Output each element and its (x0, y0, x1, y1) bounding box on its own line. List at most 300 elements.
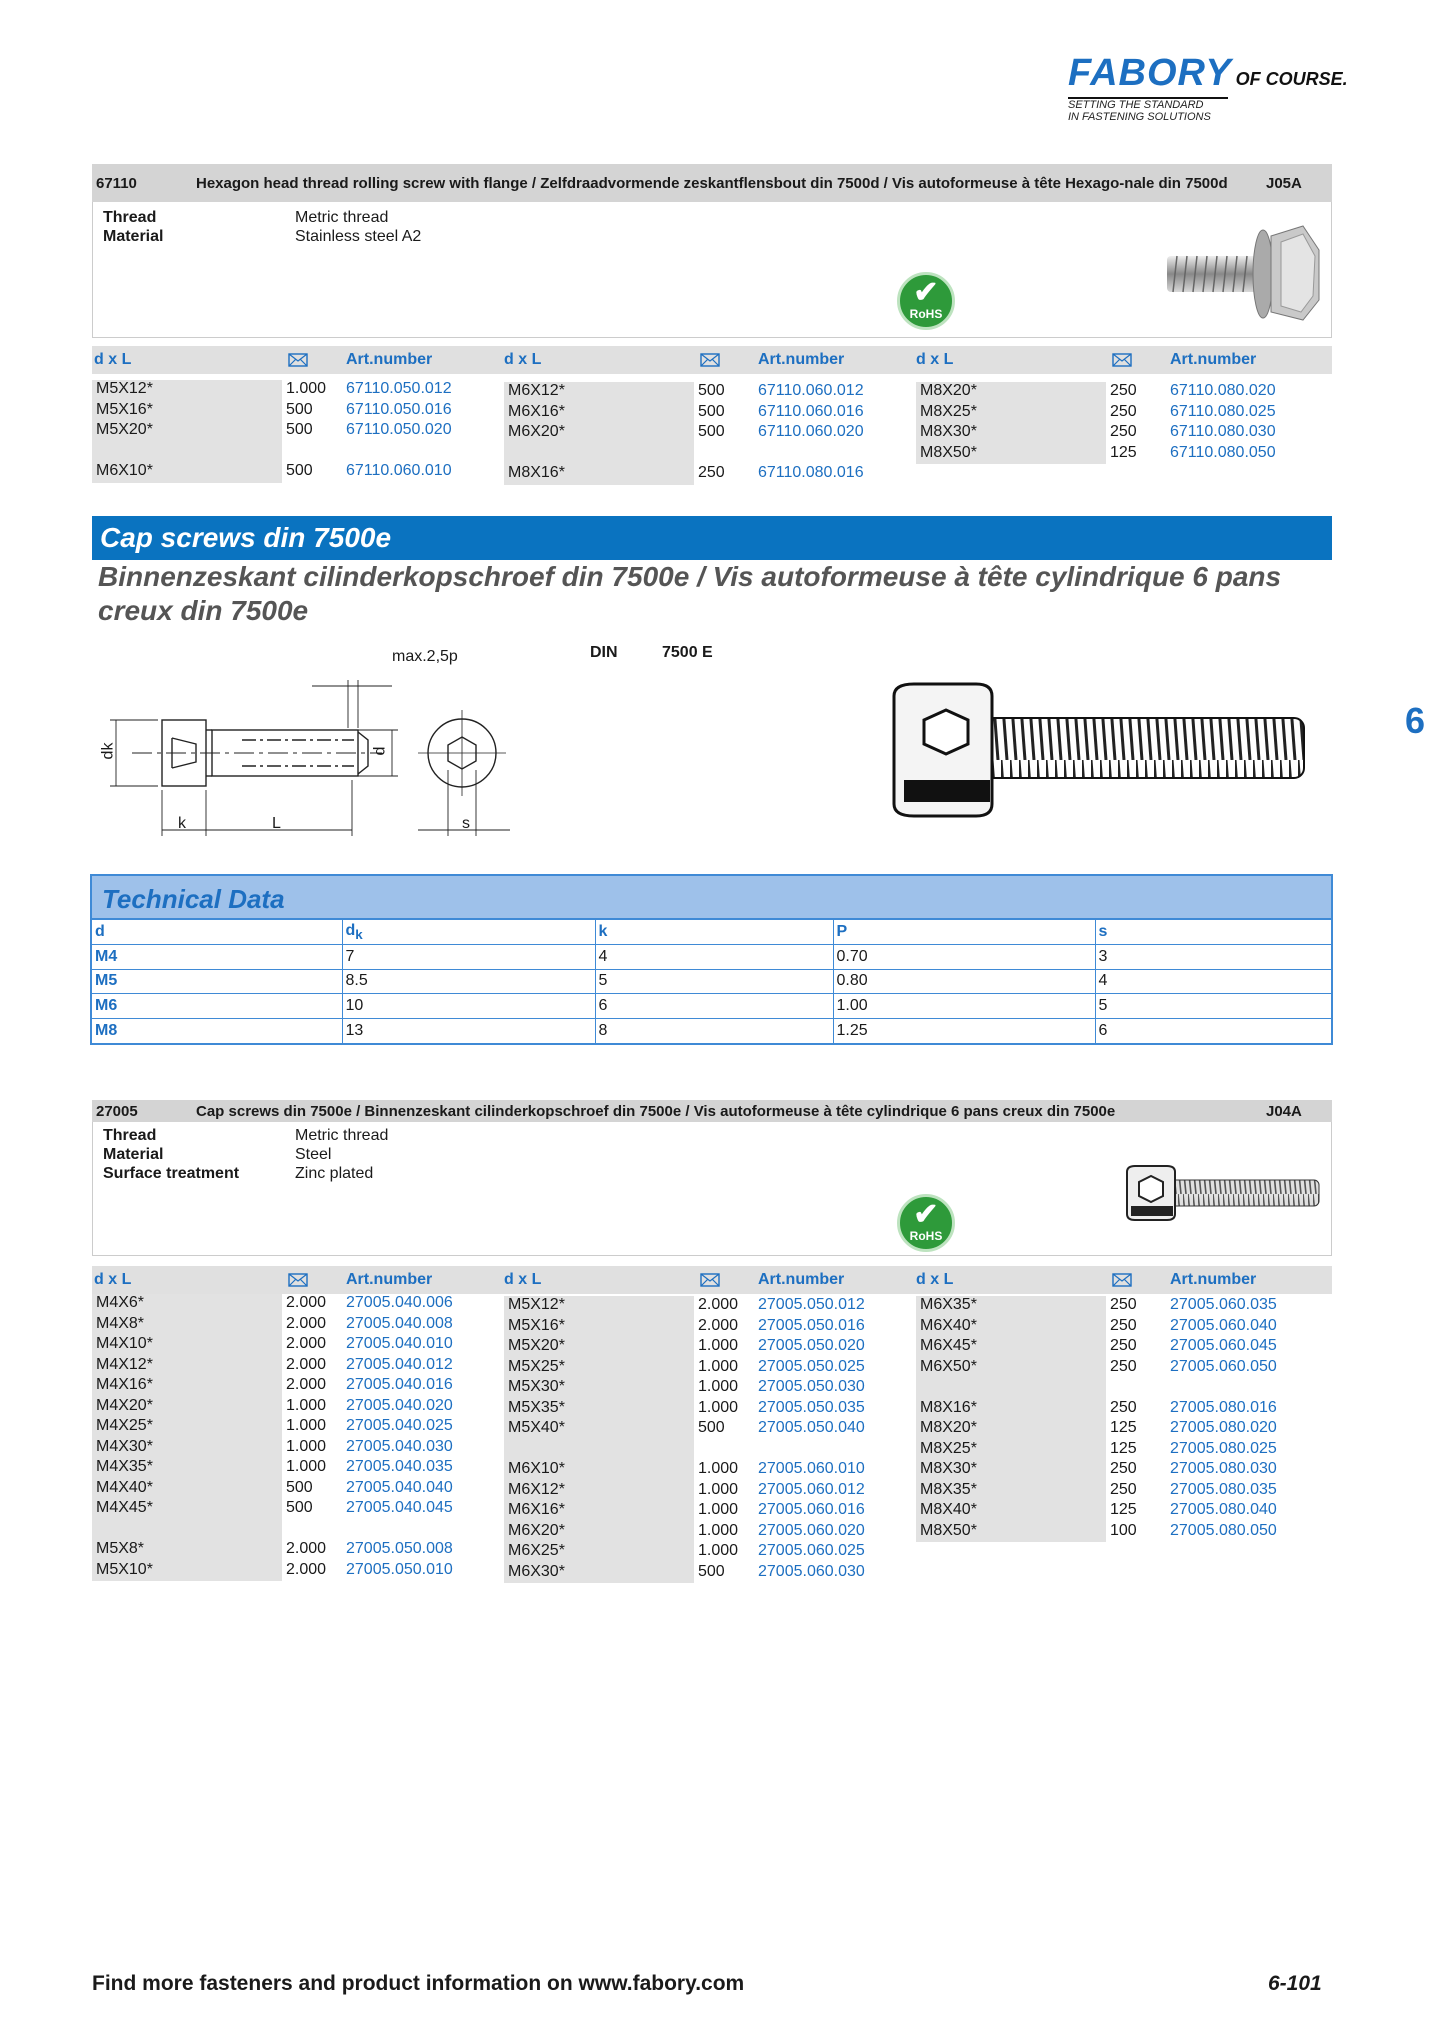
table-row (504, 1378, 904, 1399)
tech-header-cell (342, 920, 595, 945)
art-number-link[interactable]: 67110.060.010 (346, 462, 452, 479)
tech-cell: 6 (595, 994, 833, 1019)
qty-cell: 500 (698, 1562, 725, 1580)
table-row (916, 1399, 1316, 1420)
art-number-link[interactable]: 27005.080.035 (1170, 1480, 1277, 1498)
col-dxl: d x L (504, 351, 542, 368)
product1-table-header (92, 346, 1332, 374)
product-code: 27005 (96, 1102, 138, 1120)
table-row (92, 401, 492, 422)
tech-header-row (92, 920, 1331, 945)
art-number-link[interactable]: 27005.040.020 (346, 1396, 453, 1414)
art-number-link[interactable]: 27005.060.016 (758, 1501, 865, 1518)
qty-cell: 250 (698, 464, 725, 481)
table-row (92, 380, 492, 401)
qty-cell: 500 (286, 1478, 313, 1496)
size-cell: M4X6* (96, 1294, 145, 1311)
qty-cell: 1.000 (698, 1357, 739, 1375)
attr-value: Zinc plated (295, 1165, 374, 1182)
product-info-box (92, 1122, 1332, 1256)
attr-label: Thread (103, 1127, 157, 1144)
table-row (92, 421, 492, 442)
art-number-link[interactable]: 27005.040.040 (346, 1478, 453, 1496)
tech-cell: 5 (1095, 994, 1331, 1019)
art-number-link[interactable]: 27005.080.016 (1170, 1398, 1277, 1416)
technical-data-table (90, 874, 1333, 1045)
qty-cell: 500 (698, 382, 725, 399)
tech-cell: 10 (342, 994, 595, 1019)
attr-value: Stainless steel A2 (295, 228, 422, 245)
col-art: Art.number (1170, 1271, 1257, 1288)
attr-label: Thread (103, 209, 157, 226)
product-header-67110 (92, 164, 1332, 202)
tech-header-cell: P (833, 920, 1095, 945)
qty-cell: 125 (1110, 1501, 1137, 1518)
tech-cell: 1.00 (833, 994, 1095, 1019)
art-number-link[interactable]: 27005.050.010 (346, 1560, 453, 1578)
footer-text: Find more fasteners and product information on www.fabory.com (92, 1972, 745, 1995)
attr-label: Material (103, 1146, 164, 1163)
qty-cell: 1.000 (286, 1437, 327, 1455)
rohs-badge (897, 1194, 955, 1252)
attr-value: Metric thread (295, 1127, 389, 1144)
check-icon: ✔ (913, 1198, 939, 1231)
qty-cell: 1.000 (286, 1396, 327, 1414)
table-row (92, 1499, 492, 1520)
qty-cell: 1.000 (698, 1480, 739, 1498)
col-art: Art.number (346, 351, 433, 368)
chapter-tab: 6 (1405, 700, 1426, 741)
table-row (92, 945, 1331, 970)
qty-cell: 500 (698, 423, 725, 440)
qty-cell: 250 (1110, 402, 1137, 420)
size-cell: M5X20* (508, 1337, 565, 1354)
size-cell: M4X45* (96, 1499, 153, 1516)
art-number-link[interactable]: 67110.080.025 (1170, 402, 1276, 420)
qty-cell: 2.000 (698, 1316, 739, 1334)
art-number-link[interactable]: 27005.040.030 (346, 1437, 453, 1455)
table-row (916, 1296, 1316, 1317)
size-cell: M6X25* (508, 1542, 565, 1559)
size-cell: M4X16* (96, 1376, 153, 1393)
tech-cell: 1.25 (833, 1018, 1095, 1043)
art-number-link[interactable]: 27005.050.016 (758, 1316, 865, 1334)
size-cell: M5X8* (96, 1540, 145, 1557)
tech-cell: 4 (1095, 969, 1331, 994)
table-row (504, 1501, 904, 1522)
table-row (504, 1563, 904, 1584)
din-label: DIN (590, 644, 618, 661)
table-row (92, 1397, 492, 1418)
size-cell: M4X40* (96, 1478, 153, 1496)
cap-screw-image (884, 680, 1324, 820)
mail-icon (700, 353, 720, 372)
qty-cell: 250 (1110, 382, 1137, 399)
size-cell: M6X20* (508, 1521, 565, 1539)
size-cell: M8X20* (920, 382, 977, 399)
tech-cell: M6 (92, 994, 342, 1019)
table-row (504, 464, 904, 485)
art-number-link[interactable]: 27005.080.030 (1170, 1460, 1277, 1477)
size-cell: M5X12* (96, 380, 153, 397)
art-number-link[interactable]: 67110.050.020 (346, 421, 452, 438)
tech-cell: M4 (92, 945, 342, 970)
size-cell: M6X35* (920, 1296, 977, 1313)
art-number-link[interactable]: 67110.060.020 (758, 423, 864, 440)
attr-label: Material (103, 228, 164, 245)
table-row (92, 1335, 492, 1356)
art-number-link[interactable]: 27005.040.025 (346, 1417, 453, 1434)
table-row (504, 1542, 904, 1563)
qty-cell: 500 (286, 462, 313, 479)
drawing-label-d: d (371, 746, 389, 756)
art-number-link[interactable]: 27005.060.012 (758, 1480, 865, 1498)
attr-value: Steel (295, 1146, 332, 1163)
size-cell: M6X12* (508, 382, 565, 399)
size-cell: M8X30* (920, 423, 977, 440)
product-title: Cap screws din 7500e / Binnenzeskant cilinderkopschroef din 7500e / Vis autoformeuse à tête cylindrique 6 pans creux din 7500e (196, 1102, 1116, 1120)
art-number-link[interactable]: 27005.050.030 (758, 1378, 865, 1395)
qty-cell: 2.000 (698, 1296, 739, 1313)
size-cell: M4X35* (96, 1458, 153, 1475)
drawing-label-L: L (272, 815, 281, 832)
art-number-link[interactable]: 27005.040.035 (346, 1458, 453, 1475)
art-number-link[interactable]: 27005.040.016 (346, 1376, 453, 1393)
size-cell: M8X25* (920, 1439, 977, 1457)
table-row (92, 969, 1331, 994)
table-row (916, 1337, 1316, 1358)
tech-cell: 7 (342, 945, 595, 970)
rohs-label: RoHS (909, 307, 943, 321)
table-row (92, 1315, 492, 1336)
product2-table-header (92, 1266, 1332, 1294)
qty-cell: 1.000 (698, 1460, 739, 1477)
logo-tagline-2: IN FASTENING SOLUTIONS (1068, 111, 1211, 123)
table-row (504, 444, 904, 465)
qty-cell: 1.000 (698, 1337, 739, 1354)
col-art: Art.number (758, 351, 845, 368)
table-row (916, 1378, 1316, 1399)
table-row (504, 1419, 904, 1440)
qty-cell: 1.000 (286, 1417, 327, 1434)
size-cell: M5X16* (508, 1316, 565, 1334)
table-row (504, 403, 904, 424)
qty-cell: 500 (286, 1499, 313, 1516)
table-row (504, 423, 904, 444)
size-cell: M8X30* (920, 1460, 977, 1477)
table-row (92, 1540, 492, 1561)
mail-icon (288, 353, 308, 372)
size-cell: M4X12* (96, 1355, 153, 1373)
art-number-link[interactable]: 67110.060.016 (758, 402, 864, 420)
size-cell: M8X16* (920, 1398, 977, 1416)
table-row (92, 1417, 492, 1438)
tech-cell: M5 (92, 969, 342, 994)
size-cell: M8X16* (508, 464, 565, 481)
table-row (504, 382, 904, 403)
tech-header-cell: k (595, 920, 833, 945)
qty-cell: 2.000 (286, 1335, 327, 1352)
table-row (92, 442, 492, 463)
qty-cell: 500 (286, 400, 313, 418)
table-row (916, 444, 1316, 465)
qty-cell: 2.000 (286, 1294, 327, 1311)
size-cell: M8X50* (920, 443, 977, 461)
size-cell: M6X10* (508, 1460, 565, 1477)
qty-cell: 2.000 (286, 1355, 327, 1373)
art-number-link[interactable]: 67110.080.050 (1170, 443, 1276, 461)
art-number-link[interactable]: 67110.050.012 (346, 380, 452, 397)
product-code: 67110 (96, 174, 137, 192)
qty-cell: 250 (1110, 1398, 1137, 1416)
size-cell: M5X16* (96, 400, 153, 418)
attr-label: Surface treatment (103, 1165, 240, 1182)
size-cell: M6X40* (920, 1316, 977, 1334)
table-row (92, 462, 492, 483)
size-cell: M5X35* (508, 1398, 565, 1416)
qty-cell: 500 (698, 402, 725, 420)
qty-cell: 125 (1110, 1419, 1137, 1436)
size-cell: M4X30* (96, 1437, 153, 1455)
art-number-link[interactable]: 27005.050.020 (758, 1337, 865, 1354)
art-number-link[interactable]: 67110.080.020 (1170, 382, 1276, 399)
table-row (92, 1458, 492, 1479)
product-title: Hexagon head thread rolling screw with flange / Zelfdraadvormende zeskantflensbout din 7500d / Vis autoformeuse à tête Hexago-nale din 7500d (196, 174, 1228, 192)
qty-cell: 1.000 (698, 1521, 739, 1539)
size-cell: M6X12* (508, 1480, 565, 1498)
art-number-link[interactable]: 27005.060.025 (758, 1542, 865, 1559)
art-number-link[interactable]: 27005.060.030 (758, 1562, 865, 1580)
col-dxl: d x L (916, 351, 954, 368)
section-subtitle: Binnenzeskant cilinderkopschroef din 7500e / Vis autoformeuse à tête cylindrique 6 pans creux din 7500e (98, 561, 1282, 626)
mail-icon (1112, 353, 1132, 372)
din-value: 7500 E (662, 644, 713, 661)
qty-cell: 500 (698, 1419, 725, 1436)
size-cell: M4X8* (96, 1314, 145, 1332)
tech-cell: 4 (595, 945, 833, 970)
tech-header-d-sym: $d_k$ (345, 921, 363, 943)
art-number-link[interactable]: 27005.080.040 (1170, 1501, 1277, 1518)
table-row (916, 423, 1316, 444)
col-art: Art.number (758, 1271, 845, 1288)
size-cell: M6X50* (920, 1357, 977, 1375)
table-row (504, 1317, 904, 1338)
size-cell: M8X20* (920, 1419, 977, 1436)
mail-icon (700, 1273, 720, 1292)
table-row (92, 1438, 492, 1459)
art-number-link[interactable]: 67110.060.012 (758, 382, 864, 399)
size-cell: M6X45* (920, 1337, 977, 1354)
drawing-label-max: max.2,5p (392, 648, 458, 665)
art-number-link[interactable]: 27005.040.010 (346, 1335, 453, 1352)
art-number-link[interactable]: 27005.050.040 (758, 1419, 865, 1436)
size-cell: M5X10* (96, 1560, 153, 1578)
art-number-link[interactable]: 27005.060.035 (1170, 1296, 1277, 1313)
table-row (92, 1479, 492, 1500)
size-cell: M4X25* (96, 1417, 153, 1434)
art-number-link[interactable]: 27005.050.025 (758, 1357, 865, 1375)
logo-brand: FABORY (1068, 52, 1232, 94)
tech-cell: 0.80 (833, 969, 1095, 994)
qty-cell: 250 (1110, 1460, 1137, 1477)
size-cell: M5X40* (508, 1419, 565, 1436)
tech-cell: 3 (1095, 945, 1331, 970)
art-number-link[interactable]: 27005.050.035 (758, 1398, 865, 1416)
qty-cell: 250 (1110, 1337, 1137, 1354)
art-number-link[interactable]: 27005.060.020 (758, 1521, 865, 1539)
art-number-link[interactable]: 27005.060.010 (758, 1460, 865, 1477)
cap-screw-small-image (1123, 1164, 1323, 1224)
size-cell: M6X16* (508, 402, 565, 420)
table-row (916, 1501, 1316, 1522)
qty-cell: 250 (1110, 1480, 1137, 1498)
table-row (92, 1561, 492, 1582)
art-number-link[interactable]: 67110.080.016 (758, 464, 864, 481)
art-number-link[interactable]: 27005.040.045 (346, 1499, 453, 1516)
art-number-link[interactable]: 27005.050.012 (758, 1296, 865, 1313)
col-dxl: d x L (916, 1271, 954, 1288)
tech-cell: 8.5 (342, 969, 595, 994)
tech-cell: 13 (342, 1018, 595, 1043)
art-number-link[interactable]: 27005.040.012 (346, 1355, 453, 1373)
art-number-link[interactable]: 27005.060.050 (1170, 1357, 1277, 1375)
art-number-link[interactable]: 27005.080.050 (1170, 1521, 1277, 1539)
art-number-link[interactable]: 27005.040.008 (346, 1314, 453, 1332)
col-art: Art.number (346, 1271, 433, 1288)
table-row (504, 1440, 904, 1461)
tech-grid (92, 920, 1331, 1043)
table-row (504, 1358, 904, 1379)
art-number-link[interactable]: 27005.040.006 (346, 1294, 453, 1311)
tech-cell: M8 (92, 1018, 342, 1043)
mail-icon (1112, 1273, 1132, 1292)
table-row (92, 1376, 492, 1397)
tech-cell: 6 (1098, 1021, 1108, 1039)
tech-cell: 8 (595, 1018, 833, 1043)
table-row (916, 1481, 1316, 1502)
size-cell: M4X10* (96, 1335, 153, 1352)
art-number-link[interactable]: 27005.060.040 (1170, 1316, 1277, 1334)
product-ref: J04A (1266, 1102, 1302, 1120)
table-row (504, 1296, 904, 1317)
logo-slogan: OF COURSE. (1235, 69, 1348, 89)
size-cell: M5X30* (508, 1378, 565, 1395)
drawing-label-dk: dk (99, 742, 117, 760)
product-info-box (92, 202, 1332, 338)
table-row (504, 1399, 904, 1420)
qty-cell: 100 (1110, 1521, 1137, 1539)
qty-cell: 500 (286, 421, 313, 438)
table-row (916, 1440, 1316, 1461)
qty-cell: 1.000 (286, 380, 327, 397)
qty-cell: 2.000 (286, 1540, 327, 1557)
size-cell: M8X40* (920, 1501, 977, 1518)
check-icon: ✔ (913, 276, 939, 309)
logo-tagline-1: SETTING THE STANDARD (1068, 99, 1204, 111)
rohs-badge (897, 272, 955, 330)
attr-value: Metric thread (295, 209, 389, 226)
size-cell: M4X20* (96, 1396, 153, 1414)
qty-cell: 125 (1110, 443, 1137, 461)
tech-header-cell: d (92, 920, 342, 945)
art-number-link[interactable]: 67110.080.030 (1170, 423, 1276, 440)
size-cell: M8X50* (920, 1521, 977, 1539)
size-cell: M5X12* (508, 1296, 565, 1313)
table-row (504, 1481, 904, 1502)
qty-cell: 1.000 (286, 1458, 327, 1475)
size-cell: M5X20* (96, 421, 153, 438)
size-cell: M5X25* (508, 1357, 565, 1375)
col-art: Art.number (1170, 351, 1257, 368)
rohs-label: RoHS (909, 1229, 943, 1243)
qty-cell: 250 (1110, 1296, 1137, 1313)
tech-cell: 0.70 (833, 945, 1095, 970)
qty-cell: 250 (1110, 423, 1137, 440)
size-cell: M6X16* (508, 1501, 565, 1518)
qty-cell: 2.000 (286, 1314, 327, 1332)
table-row (916, 1419, 1316, 1440)
table-row (504, 1460, 904, 1481)
table-row (916, 382, 1316, 403)
table-row (92, 1356, 492, 1377)
qty-cell: 2.000 (286, 1560, 327, 1578)
qty-cell: 1.000 (698, 1542, 739, 1559)
section-title: Cap screws din 7500e (92, 516, 1332, 560)
table-row (916, 1358, 1316, 1379)
col-dxl: d x L (94, 1271, 132, 1288)
col-dxl: d x L (94, 351, 132, 368)
size-cell: M6X10* (96, 462, 153, 479)
size-cell: M8X25* (920, 402, 977, 420)
table-row (92, 1018, 1331, 1043)
table-row (504, 1337, 904, 1358)
table-row (92, 1520, 492, 1541)
product-header-27005 (92, 1100, 1332, 1122)
qty-cell: 1.000 (698, 1398, 739, 1416)
flange-bolt-image (1163, 220, 1323, 324)
drawing-label-k: k (178, 815, 186, 832)
qty-cell: 2.000 (286, 1376, 327, 1393)
size-cell: M8X35* (920, 1480, 977, 1498)
qty-cell: 250 (1110, 1316, 1137, 1334)
table-row (504, 1522, 904, 1543)
table-row (92, 1294, 492, 1315)
drawing-label-s: s (462, 815, 470, 832)
table-row (92, 994, 1331, 1019)
table-row (916, 1522, 1316, 1543)
art-number-link[interactable]: 27005.050.008 (346, 1540, 453, 1557)
product-ref: J05A (1266, 174, 1302, 192)
mail-icon (288, 1273, 308, 1292)
page-number: 6-101 (1268, 1972, 1322, 1995)
art-number-link[interactable]: 27005.080.020 (1170, 1419, 1277, 1436)
qty-cell: 1.000 (698, 1501, 739, 1518)
tech-cell: 5 (595, 969, 833, 994)
qty-cell: 1.000 (698, 1378, 739, 1395)
table-row (916, 403, 1316, 424)
tech-header-cell: s (1095, 920, 1331, 945)
art-number-link[interactable]: 67110.050.016 (346, 400, 452, 418)
size-cell: M6X30* (508, 1562, 565, 1580)
qty-cell: 125 (1110, 1439, 1137, 1457)
fabory-logo (1068, 52, 1348, 132)
technical-data-title: Technical Data (92, 876, 1331, 920)
table-row (916, 1460, 1316, 1481)
art-number-link[interactable]: 27005.080.025 (1170, 1439, 1277, 1457)
qty-cell: 250 (1110, 1357, 1137, 1375)
col-dxl: d x L (504, 1271, 542, 1288)
art-number-link[interactable]: 27005.060.045 (1170, 1337, 1277, 1354)
